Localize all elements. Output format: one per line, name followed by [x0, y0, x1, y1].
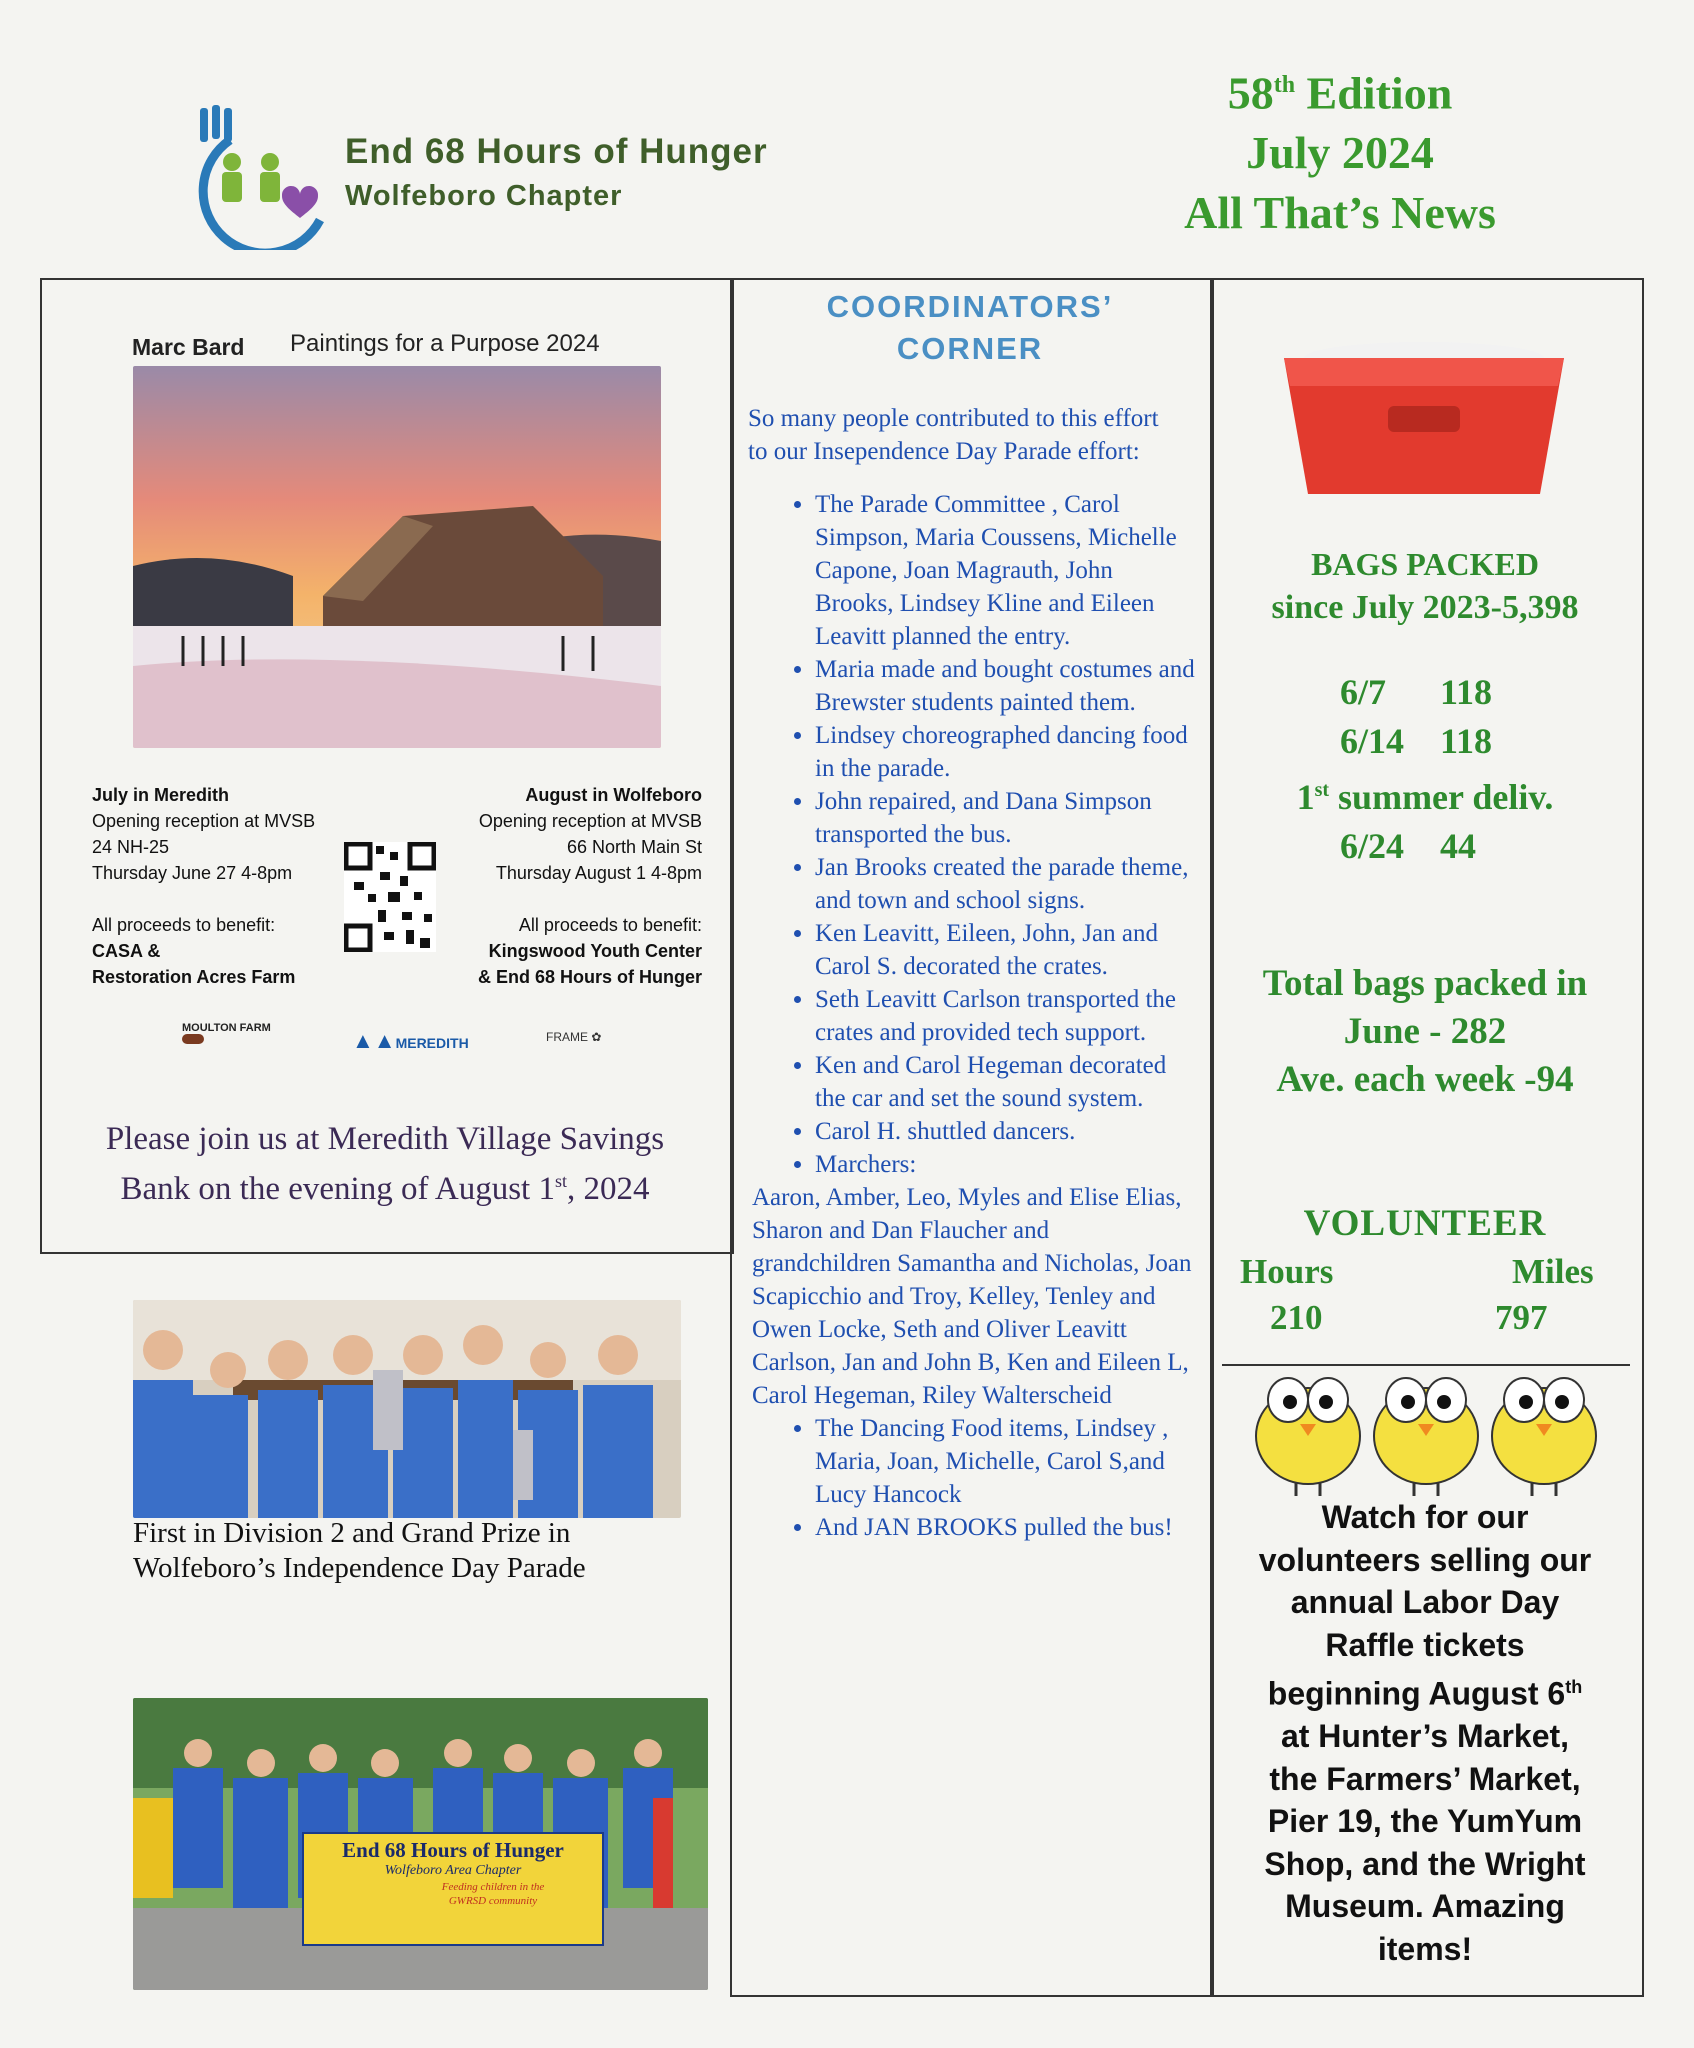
list-item: • Carol H. shuttled dancers.: [815, 1115, 1196, 1148]
contributor-list: [718, 488, 1196, 1181]
banner-subtitle: Wolfeboro Area Chapter: [384, 1863, 522, 1878]
chapter-name: Wolfeboro Chapter: [345, 180, 623, 212]
event-wolfeboro-benefit2: & End 68 Hours of Hunger: [477, 967, 702, 987]
miles-value: 797: [1495, 1298, 1548, 1337]
sponsor-moulton-farm: MOULTON FARM: [182, 1022, 272, 1047]
summer-delivery-label: 1st summer deliv.: [1296, 777, 1554, 817]
list-item: • Ken and Carol Hegeman decorated the car and set the sound system.: [815, 1049, 1196, 1115]
total-line2: June - 282: [1343, 1011, 1507, 1052]
event-meredith-benefit-label: All proceeds to benefit:: [92, 915, 276, 935]
parade-photo-caption: [133, 1516, 586, 1586]
raffle-line: Pier 19, the YumYum: [1267, 1803, 1583, 1840]
total-line1: Total bags packed in: [1262, 963, 1588, 1004]
list-item: • Jan Brooks created the parade theme, and town and school signs.: [815, 851, 1196, 917]
sponsor-frame: FRAME ✿: [546, 1030, 602, 1044]
event-meredith-line3: Thursday June 27 4-8pm: [92, 863, 293, 883]
raffle-line: Museum. Amazing: [1285, 1888, 1565, 1925]
event-wolfeboro-line1: Opening reception at MVSB: [478, 811, 702, 831]
weekly-row: 6/7 118: [1340, 672, 1493, 712]
raffle-line: items!: [1377, 1930, 1473, 1967]
hours-value: 210: [1270, 1298, 1323, 1337]
event-meredith-benefit1: CASA &: [92, 941, 161, 961]
invite-text: [42, 1118, 728, 1210]
crate-icon: [1278, 336, 1570, 508]
list-item: • John repaired, and Dana Simpson transported the bus.: [815, 785, 1196, 851]
bags-since: since July 2023-5,398: [1271, 589, 1579, 626]
contributor-list-2: [718, 1412, 1196, 1544]
raffle-line: Raffle tickets: [1325, 1626, 1525, 1663]
parade-caption-line1: First in Division 2 and Grand Prize in: [133, 1517, 571, 1549]
chicks-icon: [1248, 1370, 1608, 1498]
event-meredith-benefit2: Restoration Acres Farm: [92, 967, 296, 987]
event-meredith-line1: Opening reception at MVSB: [92, 811, 316, 831]
org-name: End 68 Hours of Hunger: [345, 132, 768, 171]
raffle-line: Watch for our: [1321, 1499, 1529, 1535]
list-item: • Lindsey choreographed dancing food in the parade.: [815, 719, 1196, 785]
qr-code-icon: [344, 842, 436, 952]
event-wolfeboro-line2: 66 North Main St: [566, 837, 702, 857]
parade-caption-line2: Wolfeboro’s Independence Day Parade: [133, 1552, 586, 1584]
raffle-line: beginning August 6th: [1267, 1675, 1583, 1712]
event-wolfeboro-heading: August in Wolfeboro: [525, 785, 702, 805]
divider: [1222, 1364, 1630, 1366]
list-item: • Ken Leavitt, Eileen, John, Jan and Carol S. decorated the crates.: [815, 917, 1196, 983]
miles-label: Miles: [1512, 1252, 1594, 1291]
list-item: • Maria made and bought costumes and Brewster students painted them.: [815, 653, 1196, 719]
weekly-row: 6/24 44: [1340, 826, 1476, 866]
invite-line2: Bank on the evening of August 1st, 2024: [120, 1171, 650, 1207]
raffle-line: annual Labor Day: [1290, 1584, 1560, 1620]
event-title: Paintings for a Purpose 2024: [290, 330, 600, 357]
newsletter-name: All That’s News: [1184, 187, 1496, 239]
list-item: • The Parade Committee , Carol Simpson, Maria Coussens, Michelle Capone, Joan Magrauth, John Brooks, Lindsey Kline and Eileen Leavitt planned the entry.: [815, 488, 1196, 653]
june-totals: [1212, 960, 1638, 1104]
bags-packed: [1212, 540, 1638, 628]
marchers-list: Aaron, Amber, Leo, Myles and Elise Elias, Sharon and Dan Flaucher and grandchildren Samantha and Nicholas, Joan Scapicchio and Troy, Kelley, Tenley and Owen Locke, Seth and Oliver Leavitt Carlson, Jan and John B, Ken and Eileen L, Carol Hegeman, Riley Walterscheid: [752, 1184, 1192, 1409]
event-meredith-heading: July in Meredith: [92, 785, 230, 805]
coordinators-intro: So many people contributed to this effort to our Insependence Day Parade effort:: [748, 405, 1159, 465]
banner-text: [303, 1838, 603, 1908]
logo-icon: [170, 100, 340, 250]
painting-image: [133, 366, 661, 748]
raffle-line: volunteers selling our: [1258, 1541, 1592, 1578]
event-wolfeboro-benefit1: Kingswood Youth Center: [488, 941, 702, 961]
event-meredith: [92, 782, 352, 990]
banner-text-line2: GWRSD community: [448, 1895, 538, 1907]
artist-name: Marc Bard: [132, 334, 245, 360]
coordinators-heading: [732, 286, 1208, 370]
hours-label: Hours: [1240, 1252, 1334, 1291]
list-item: • The Dancing Food items, Lindsey , Maria, Joan, Michelle, Carol S,and Lucy Hancock: [815, 1412, 1196, 1511]
list-item: • Seth Leavitt Carlson transported the crates and provided tech support.: [815, 983, 1196, 1049]
banner-title: End 68 Hours of Hunger: [342, 1838, 564, 1862]
edition-line: 58th Edition: [1227, 67, 1453, 119]
bags-heading: BAGS PACKED: [1311, 546, 1539, 582]
weekly-bags: [1212, 668, 1638, 871]
coordinators-heading-line2: CORNER: [896, 331, 1044, 366]
event-wolfeboro: [440, 782, 702, 990]
raffle-line: Shop, and the Wright: [1264, 1845, 1586, 1882]
coordinators-body: [748, 402, 1196, 1544]
sponsor-meredith: ▲▲MEREDITH: [352, 1028, 469, 1053]
volunteer-heading: VOLUNTEER: [1303, 1203, 1547, 1244]
coordinators-heading-line1: COORDINATORS’: [826, 289, 1114, 324]
invite-line1: Please join us at Meredith Village Savings: [105, 1121, 665, 1157]
weekly-row: 6/14 118: [1340, 721, 1493, 761]
total-line3: Ave. each week -94: [1276, 1059, 1574, 1100]
list-item: • Marchers:: [815, 1148, 1196, 1181]
banner-text-line1: Feeding children in the: [441, 1881, 545, 1893]
raffle-notice: [1212, 1496, 1638, 1970]
edition-date: July 2024: [1246, 127, 1434, 179]
logo: [170, 100, 340, 250]
list-item: • And JAN BROOKS pulled the bus!: [815, 1511, 1196, 1544]
event-wolfeboro-line3: Thursday August 1 4-8pm: [495, 863, 702, 883]
raffle-line: the Farmers’ Market,: [1269, 1760, 1581, 1797]
raffle-line: at Hunter’s Market,: [1280, 1718, 1570, 1755]
event-meredith-line2: 24 NH-25: [92, 837, 170, 857]
parade-winners-photo: [133, 1300, 681, 1518]
edition-block: [1110, 55, 1570, 243]
event-wolfeboro-benefit-label: All proceeds to benefit:: [518, 915, 702, 935]
